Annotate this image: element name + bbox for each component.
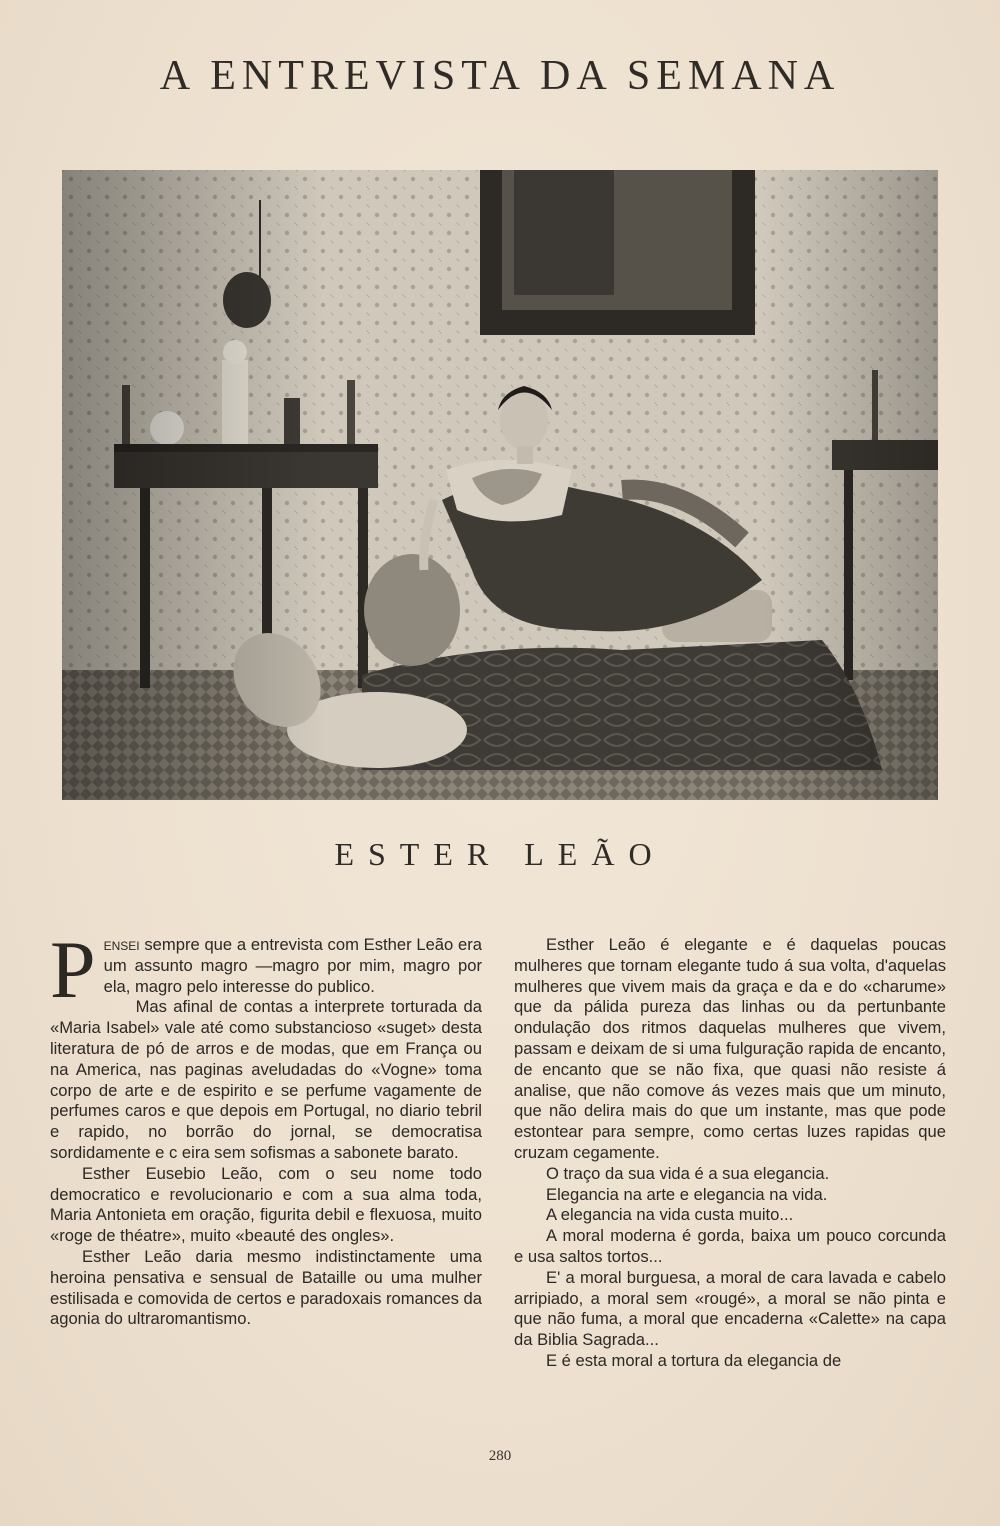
page-number: 280 xyxy=(488,1448,512,1464)
article-column-right xyxy=(514,935,946,1372)
paragraph: A moral moderna é gorda, baixa um pouco corcunda e usa saltos tortos... xyxy=(514,1226,946,1266)
paragraph xyxy=(50,924,482,1015)
paragraph-text: sempre que a entrevista com Esther Leão era um assunto magro —magro por mim, magro por ela, magro pelo interesse do publico. xyxy=(103,935,482,996)
paragraph: Esther Leão daria mesmo indistinctamente uma heroina pensativa e sensual de Bataille ou uma mulher estilisada e comovida de certos e paradoxais romances da agonia do ultraromantismo. xyxy=(50,1246,482,1329)
paragraph: Mas afinal de contas a interprete torturada da «Maria Isabel» vale até como substancioso «suget» desta literatura de pó de arros e de modas, que em França ou na America, nas paginas aveludadas do «Vogne» toma corpo de arte e de espirito e se perfume vagamente de perfumes caros e que depois em Portugal, no diario tebril e rapido, no borrão do jornal, se democratisa sordidamente e c eira sem sofismas a sabonete barato. xyxy=(50,997,482,1162)
photo-illustration xyxy=(62,170,938,800)
paragraph: O traço da sua vida é a sua elegancia. xyxy=(546,1163,830,1183)
article-column-left xyxy=(50,924,482,1330)
lead-word: ensei xyxy=(103,935,140,954)
paragraph: Elegancia na arte e elegancia na vida. xyxy=(546,1184,828,1204)
paragraph: E' a moral burguesa, a moral de cara lavada e cabelo arripiado, a moral sem «rougé», a moral se não pinta e que não fuma, a moral que encaderna «Calette» na capa da Biblia Sagrada... xyxy=(514,1267,946,1350)
section-title: A ENTREVISTA DA SEMANA xyxy=(159,53,841,99)
paragraph: Esther Eusebio Leão, com o seu nome todo democratico e revolucionario e com a sua alma toda, Maria Antonieta em oração, figurita debil e flexuosa, muito «roge de théatre», muito «beauté des ongles». xyxy=(50,1163,482,1246)
portrait-photograph xyxy=(62,170,938,800)
drop-cap: P xyxy=(50,924,96,1015)
paragraph: E é esta moral a tortura da elegancia de xyxy=(546,1350,842,1370)
paragraph: Esther Leão é elegante e é daquelas poucas mulheres que tornam elegante tudo á sua volta, d'aquelas mulheres que vivem mais da graça e da e do «charume» que da pálida pureza das linhas ou da pertunbante ondulação dos ritmos daquelas mulheres que vivem, passam e deixam de si uma fulguração rapida de encanto, de encanto que se não fixa, que quasi não resiste á analise, que não comove ás vezes mais que um minuto, que não delira mais do que um instante, mas que pode estontear para sempre, como certas luzes rapidas que cruzam cegamente. xyxy=(514,935,946,1162)
interviewee-name: ESTER LEÃO xyxy=(334,836,666,872)
paragraph: A elegancia na vida custa muito... xyxy=(546,1205,794,1225)
